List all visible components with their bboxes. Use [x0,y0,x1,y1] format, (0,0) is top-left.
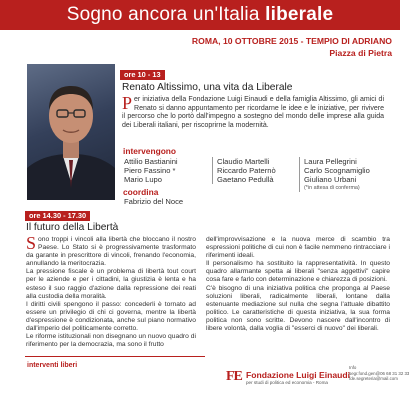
coordinator-label: coordina [123,187,159,197]
speakers-column-2 [212,157,276,184]
speaker-portrait [27,64,115,200]
speaker-name: Giuliano Urbani [304,175,357,184]
paragraph: C'è bisogno di una iniziativa politica che proponga al Paese soluzioni liberali, radicalmente liberali, lontane dalla estenuante mediazione sul nulla che segna l'attuale dibattito politico. Le caratteristiche di questa iniziativa, la sua forma politica non sono scritte. Devono nascere dall'incontro di libere volontà, dalla voglia di "esserci di nuovo" dei liberali. [206,284,390,333]
session1-intro: Per iniziativa della Fondazione Luigi Einaudi e della famiglia Altissimo, gli amici di Renato si danno appuntamento per ricordarne le idee e le iniziative, per rivivere il percorso che lo portò dall'impegno a sostegno del mondo delle imprese alla guida dei Liberali italiani, per riscoprirne la modernità. [122,93,384,129]
confirmation-note: (*in attesa di conferma) [304,185,360,191]
contact-line: fde.segreteria@mail.com [349,376,398,382]
paragraph: I diritti civili spengono il passo: concederli è tornato ad essere un privilegio di chi ci governa, mentre la libertà d'espressione è condizionata, anche sul piano normativo dall'imperio del politicamente corretto. [26,300,196,333]
session1-time-badge: ore 10 - 13 [120,70,165,80]
session2-title: Il futuro della Libertà [26,222,119,233]
speaker-name: Piero Fassino * [124,166,176,175]
open-floor-label: interventi liberi [27,362,78,369]
speaker-name: Carlo Scognamiglio [304,166,370,175]
session1-title: Renato Altissimo, una vita da Liberale [122,82,293,93]
paragraph: dell'improvvisazione e la nuova merce di scambio tra espressioni politiche di cui non è facile nemmeno rintracciare i riferimenti ideali. [206,236,390,260]
header-banner [0,0,400,30]
contact-info [349,365,409,382]
contact-line: Info [349,365,357,370]
session2-text-right [206,236,390,333]
speaker-name: Gaetano Pedullà [217,175,274,184]
speakers-column-1 [124,157,178,184]
foundation-subtitle: per studi di politica ed economia - Roma [246,380,328,385]
event-date-venue: ROMA, 10 OTTOBRE 2015 - TEMPIO DI ADRIANO [191,36,392,46]
session1-dropcap: P [122,93,133,113]
speaker-name: Mario Lupo [124,175,162,184]
speakers-column-3 [299,157,370,192]
paragraph: Il personalismo ha sostituito la rappresentatività. In questo quadro allarmante spetta ai liberali "senza aggettivi" capire cosa fare e farlo con determinazione e chiarezza di posizioni. [206,260,390,284]
event-title: Sogno ancora un'Italia liberale [66,4,334,25]
session2-time-badge: ore 14.30 - 17.30 [25,211,90,221]
coordinator-name: Fabrizio del Noce [124,197,184,206]
paragraph: Le riforme istituzionali non disegnano un nuovo quadro di riferimento per la democrazia, ma sono il frutto [26,333,196,349]
speaker-name: Claudio Martelli [217,157,270,166]
foundation-logo [226,369,356,389]
divider [25,356,205,357]
speaker-name: Attilio Bastianini [124,157,178,166]
session2-dropcap: S [26,233,37,253]
session2-text-left [26,233,196,349]
speaker-name: Riccardo Paternò [217,166,276,175]
speakers-label: intervengono [123,146,177,156]
fe-logo-mark: FE [226,369,242,384]
foundation-name: Fondazione Luigi Einaudi [246,370,351,380]
speaker-name: Laura Pellegrini [304,157,357,166]
paragraph: Sono troppi i vincoli alla libertà che bloccano il nostro Paese. Lo Stato si è progressivamente trasformato da garante in prescrittore di vincoli, frenando l'economia, annullando la meritocrazia. [26,233,196,268]
paragraph: La pressione fiscale è un problema di libertà tout court per le aziende e per i cittadini, la giustizia è lenta e ha esteso il suo raggio d'azione dalla repressione dei reati alla custodia della moralità. [26,268,196,300]
contact-line: segr.fond.gen@06 68 31 32 33 [349,370,409,376]
portrait-illustration [27,64,115,200]
event-square: Piazza di Pietra [329,48,392,58]
